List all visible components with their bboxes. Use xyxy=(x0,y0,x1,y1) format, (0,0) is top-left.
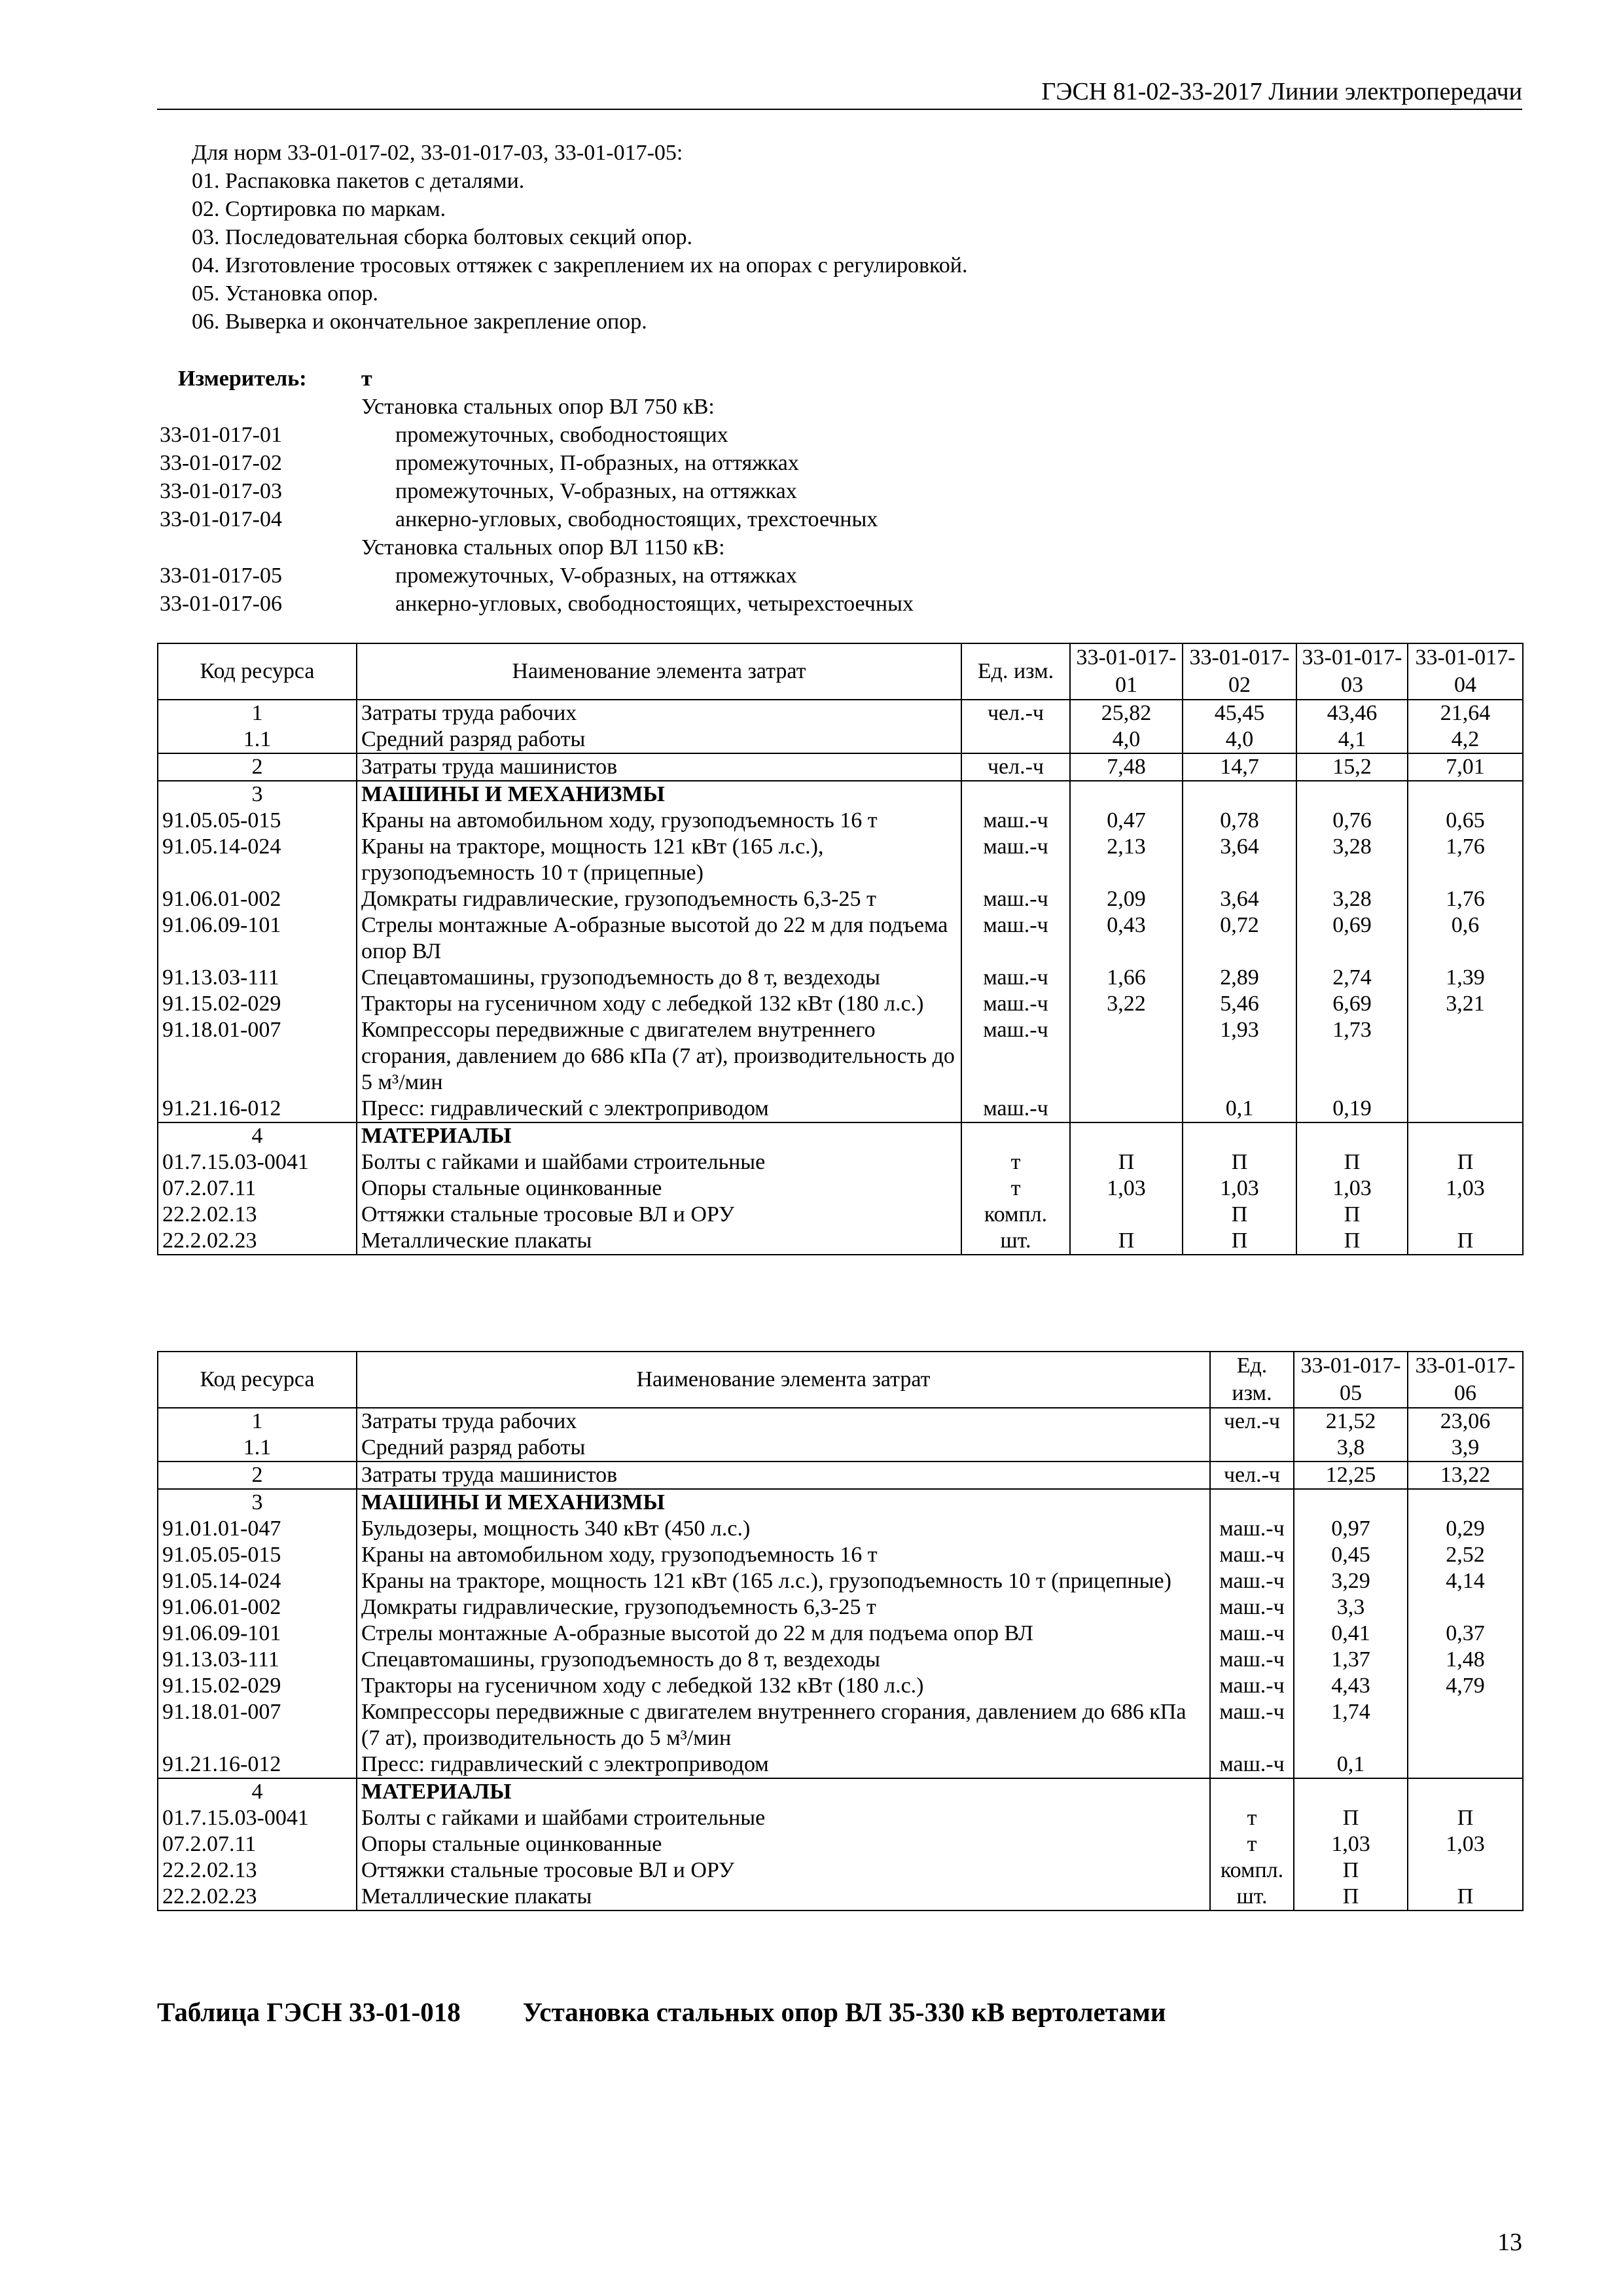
cell-resource-code: 91.05.14-024 xyxy=(158,1568,357,1594)
header-norm: 33-01-017-01 xyxy=(1070,643,1183,700)
cell-value: 4,2 xyxy=(1408,726,1523,753)
cell-resource-code: 07.2.07.11 xyxy=(158,1831,357,1857)
cell-value: 0,43 xyxy=(1070,912,1183,965)
cell-value: 0,72 xyxy=(1183,912,1296,965)
cell-value: 3,8 xyxy=(1294,1435,1408,1462)
cell-value xyxy=(1408,1778,1523,1805)
cell-value: 0,76 xyxy=(1296,808,1408,834)
cell-cost-element: Стрелы монтажные А-образные высотой до 22 м для подъема опор ВЛ xyxy=(357,1621,1210,1647)
cell-value xyxy=(1070,1202,1183,1228)
cell-value: 0,65 xyxy=(1408,808,1523,834)
cell-value: 4,1 xyxy=(1296,726,1408,753)
table-row xyxy=(158,1751,1523,1778)
cell-value xyxy=(1070,1017,1183,1096)
cell-unit: маш.-ч xyxy=(1210,1594,1294,1621)
next-table-caption xyxy=(157,1996,1166,2028)
cell-cost-element: Пресс: гидравлический с электроприводом xyxy=(357,1751,1210,1778)
operation-item: 03. Последовательная сборка болтовых секций опор. xyxy=(192,225,692,249)
cell-value: П xyxy=(1408,1228,1523,1255)
cell-value xyxy=(1183,781,1296,808)
cell-resource-code: 1.1 xyxy=(158,726,357,753)
cell-value: 1,03 xyxy=(1408,1831,1523,1857)
cell-value: П xyxy=(1183,1228,1296,1255)
cell-resource-code: 22.2.02.23 xyxy=(158,1884,357,1910)
cell-value: 1,37 xyxy=(1294,1647,1408,1673)
cell-unit: маш.-ч xyxy=(1210,1673,1294,1699)
cell-value: П xyxy=(1294,1884,1408,1910)
cell-unit: шт. xyxy=(961,1228,1070,1255)
cell-value: П xyxy=(1296,1149,1408,1175)
cell-unit: маш.-ч xyxy=(1210,1699,1294,1751)
table-row xyxy=(158,1462,1523,1489)
cell-cost-element: Затраты труда рабочих xyxy=(357,700,961,726)
cell-value: 21,52 xyxy=(1294,1408,1408,1435)
cell-value: 43,46 xyxy=(1296,700,1408,726)
cell-unit xyxy=(1210,1778,1294,1805)
cell-cost-element: Затраты труда машинистов xyxy=(357,753,961,781)
cell-value: 1,73 xyxy=(1296,1017,1408,1096)
cell-resource-code: 91.06.09-101 xyxy=(158,912,357,965)
cell-value: П xyxy=(1294,1857,1408,1884)
cell-resource-code: 22.2.02.23 xyxy=(158,1228,357,1255)
operation-item: 04. Изготовление тросовых оттяжек с закреплением их на опорах с регулировкой. xyxy=(192,253,968,278)
cell-value: 0,29 xyxy=(1408,1516,1523,1542)
cell-cost-element: Краны на тракторе, мощность 121 кВт (165 л.с.), грузоподъемность 10 т (прицепные) xyxy=(357,1568,1210,1594)
cell-value xyxy=(1183,1122,1296,1149)
table-row xyxy=(158,726,1523,753)
table-row xyxy=(158,1408,1523,1435)
cell-value xyxy=(1408,1857,1523,1884)
table-row xyxy=(158,1647,1523,1673)
cell-resource-code: 22.2.02.13 xyxy=(158,1857,357,1884)
cell-value: 4,0 xyxy=(1183,726,1296,753)
header-name: Наименование элемента затрат xyxy=(357,643,961,700)
cell-resource-code: 22.2.02.13 xyxy=(158,1202,357,1228)
cell-value: 3,28 xyxy=(1296,886,1408,912)
cell-resource-code: 1 xyxy=(158,1408,357,1435)
cell-resource-code: 01.7.15.03-0041 xyxy=(158,1149,357,1175)
header-norm: 33-01-017-05 xyxy=(1294,1352,1408,1408)
cell-cost-element: Краны на автомобильном ходу, грузоподъемность 16 т xyxy=(357,1542,1210,1568)
cell-unit xyxy=(1210,1435,1294,1462)
cell-resource-code: 2 xyxy=(158,1462,357,1489)
header-name: Наименование элемента затрат xyxy=(357,1352,1210,1408)
cell-value: 2,74 xyxy=(1296,965,1408,991)
cell-unit: маш.-ч xyxy=(1210,1751,1294,1778)
cell-resource-code: 4 xyxy=(158,1122,357,1149)
table-row xyxy=(158,1857,1523,1884)
norm-item: 33-01-017-05 промежуточных, V-образных, на оттяжках xyxy=(160,564,797,588)
cell-value xyxy=(1070,1122,1183,1149)
table-row xyxy=(158,700,1523,726)
table-row xyxy=(158,1122,1523,1149)
cell-value: 5,46 xyxy=(1183,991,1296,1017)
cell-value: 13,22 xyxy=(1408,1462,1523,1489)
cell-value xyxy=(1408,781,1523,808)
cell-cost-element: Стрелы монтажные А-образные высотой до 22 м для подъема опор ВЛ xyxy=(357,912,961,965)
cell-cost-element: Средний разряд работы xyxy=(357,1435,1210,1462)
table-row xyxy=(158,1542,1523,1568)
cell-unit: маш.-ч xyxy=(1210,1647,1294,1673)
table-row xyxy=(158,808,1523,834)
table-row xyxy=(158,1435,1523,1462)
norm-item: 33-01-017-03 промежуточных, V-образных, на оттяжках xyxy=(160,479,797,503)
cell-unit: т xyxy=(961,1149,1070,1175)
cell-unit: шт. xyxy=(1210,1884,1294,1910)
cell-unit: компл. xyxy=(1210,1857,1294,1884)
table-row xyxy=(158,912,1523,965)
cell-value: 0,47 xyxy=(1070,808,1183,834)
cell-cost-element: Спецавтомашины, грузоподъемность до 8 т, вездеходы xyxy=(357,965,961,991)
header-norm: 33-01-017-02 xyxy=(1183,643,1296,700)
table-row xyxy=(158,965,1523,991)
table-row xyxy=(158,886,1523,912)
cell-value: 1,93 xyxy=(1183,1017,1296,1096)
cell-resource-code: 91.13.03-111 xyxy=(158,965,357,991)
page-number: 13 xyxy=(1497,2229,1522,2256)
table-row xyxy=(158,1778,1523,1805)
norm-item: 33-01-017-06 анкерно-угловых, свободностоящих, четырехстоечных xyxy=(160,592,914,616)
cell-cost-element: Оттяжки стальные тросовые ВЛ и ОРУ xyxy=(357,1857,1210,1884)
cell-value: 0,1 xyxy=(1183,1096,1296,1122)
resource-table-2 xyxy=(157,1351,1524,1911)
cell-value: 3,64 xyxy=(1183,834,1296,886)
cell-cost-element: Болты с гайками и шайбами строительные xyxy=(357,1149,961,1175)
cell-cost-element: Опоры стальные оцинкованные xyxy=(357,1175,961,1202)
header-norm: 33-01-017-04 xyxy=(1408,643,1523,700)
cell-resource-code: 91.21.16-012 xyxy=(158,1096,357,1122)
cell-value xyxy=(1408,1122,1523,1149)
cell-unit xyxy=(1210,1489,1294,1516)
norm-group-heading: Установка стальных опор ВЛ 1150 кВ: xyxy=(361,535,725,560)
cell-unit: т xyxy=(1210,1831,1294,1857)
table-row xyxy=(158,1831,1523,1857)
cell-value xyxy=(1294,1489,1408,1516)
cell-value xyxy=(1408,1594,1523,1621)
cell-unit: маш.-ч xyxy=(1210,1568,1294,1594)
operation-item: 05. Установка опор. xyxy=(192,281,378,306)
cell-value: 3,21 xyxy=(1408,991,1523,1017)
cell-value: П xyxy=(1070,1228,1183,1255)
cell-resource-code: 1 xyxy=(158,700,357,726)
cell-value: 0,37 xyxy=(1408,1621,1523,1647)
cell-resource-code: 1.1 xyxy=(158,1435,357,1462)
cell-cost-element: Компрессоры передвижные с двигателем внутреннего сгорания, давлением до 686 кПа (7 ат), производительность до 5 м³/мин xyxy=(357,1699,1210,1751)
measure-label: Измеритель: xyxy=(178,367,307,391)
cell-unit xyxy=(961,726,1070,753)
cell-value xyxy=(1408,1017,1523,1096)
cell-value: 1,76 xyxy=(1408,886,1523,912)
cell-unit: маш.-ч xyxy=(961,991,1070,1017)
cell-value: 2,52 xyxy=(1408,1542,1523,1568)
caption-label: Таблица ГЭСН 33-01-018 xyxy=(157,1997,461,2027)
cell-value: 0,6 xyxy=(1408,912,1523,965)
document-header-title: ГЭСН 81-02-33-2017 Линии электропередачи xyxy=(1041,78,1522,105)
header-rule xyxy=(157,109,1522,110)
table-row xyxy=(158,1489,1523,1516)
cell-resource-code: 91.01.01-047 xyxy=(158,1516,357,1542)
cell-value xyxy=(1408,1202,1523,1228)
cell-unit: маш.-ч xyxy=(1210,1621,1294,1647)
cell-resource-code: 91.06.01-002 xyxy=(158,1594,357,1621)
cell-value: 3,64 xyxy=(1183,886,1296,912)
cell-value: 1,76 xyxy=(1408,834,1523,886)
cell-cost-element: Тракторы на гусеничном ходу с лебедкой 132 кВт (180 л.с.) xyxy=(357,1673,1210,1699)
cell-value xyxy=(1296,781,1408,808)
table-row xyxy=(158,781,1523,808)
header-norm: 33-01-017-06 xyxy=(1408,1352,1523,1408)
norm-item: 33-01-017-02 промежуточных, П-образных, на оттяжках xyxy=(160,451,799,475)
cell-cost-element: Болты с гайками и шайбами строительные xyxy=(357,1805,1210,1831)
cell-value: П xyxy=(1183,1149,1296,1175)
header-code: Код ресурса xyxy=(158,1352,357,1408)
table-row xyxy=(158,1884,1523,1910)
cell-resource-code: 91.06.01-002 xyxy=(158,886,357,912)
cell-unit: чел.-ч xyxy=(1210,1462,1294,1489)
cell-value xyxy=(1294,1778,1408,1805)
cell-value: П xyxy=(1296,1202,1408,1228)
cell-value: П xyxy=(1408,1149,1523,1175)
cell-unit: т xyxy=(961,1175,1070,1202)
cell-value: 2,13 xyxy=(1070,834,1183,886)
cell-value: 2,89 xyxy=(1183,965,1296,991)
cell-value: 3,28 xyxy=(1296,834,1408,886)
cell-value: 0,1 xyxy=(1294,1751,1408,1778)
cell-value: 1,48 xyxy=(1408,1647,1523,1673)
cell-resource-code: 4 xyxy=(158,1778,357,1805)
cell-value: 21,64 xyxy=(1408,700,1523,726)
cell-value: 12,25 xyxy=(1294,1462,1408,1489)
cell-cost-element: Краны на тракторе, мощность 121 кВт (165 л.с.), грузоподъемность 10 т (прицепные) xyxy=(357,834,961,886)
table-row xyxy=(158,1673,1523,1699)
operation-item: 02. Сортировка по маркам. xyxy=(192,197,446,221)
table-row xyxy=(158,1228,1523,1255)
cell-unit: маш.-ч xyxy=(961,886,1070,912)
cell-cost-element: Компрессоры передвижные с двигателем внутреннего сгорания, давлением до 686 кПа (7 ат), производительность до 5 м³/мин xyxy=(357,1017,961,1096)
cell-value: 3,29 xyxy=(1294,1568,1408,1594)
operations-intro: Для норм 33-01-017-02, 33-01-017-03, 33-01-017-05: xyxy=(192,141,683,165)
table-row xyxy=(158,1699,1523,1751)
cell-value: 3,9 xyxy=(1408,1435,1523,1462)
cell-value: 4,0 xyxy=(1070,726,1183,753)
cell-unit: маш.-ч xyxy=(961,808,1070,834)
cell-value: П xyxy=(1294,1805,1408,1831)
cell-value xyxy=(1408,1096,1523,1122)
cell-value: 3,3 xyxy=(1294,1594,1408,1621)
operation-item: 06. Выверка и окончательное закрепление опор. xyxy=(192,310,647,334)
cell-value: 0,41 xyxy=(1294,1621,1408,1647)
cell-cost-element: Оттяжки стальные тросовые ВЛ и ОРУ xyxy=(357,1202,961,1228)
cell-value: 14,7 xyxy=(1183,753,1296,781)
table-row xyxy=(158,1096,1523,1122)
cell-value xyxy=(1070,1096,1183,1122)
cell-resource-code: 91.05.05-015 xyxy=(158,808,357,834)
cell-value: 4,43 xyxy=(1294,1673,1408,1699)
cell-value: П xyxy=(1183,1202,1296,1228)
cell-value: 25,82 xyxy=(1070,700,1183,726)
cell-unit: чел.-ч xyxy=(961,753,1070,781)
table-row xyxy=(158,1149,1523,1175)
cell-unit: чел.-ч xyxy=(1210,1408,1294,1435)
cell-cost-element: Затраты труда рабочих xyxy=(357,1408,1210,1435)
cell-resource-code: 91.13.03-111 xyxy=(158,1647,357,1673)
cell-value: 23,06 xyxy=(1408,1408,1523,1435)
table-row xyxy=(158,753,1523,781)
header-unit: Ед. изм. xyxy=(961,643,1070,700)
table-row xyxy=(158,1621,1523,1647)
cell-value xyxy=(1408,1751,1523,1778)
cell-cost-element: Краны на автомобильном ходу, грузоподъемность 16 т xyxy=(357,808,961,834)
cell-resource-code: 91.15.02-029 xyxy=(158,1673,357,1699)
cell-cost-element: Спецавтомашины, грузоподъемность до 8 т, вездеходы xyxy=(357,1647,1210,1673)
table-row xyxy=(158,1516,1523,1542)
cell-value: 0,69 xyxy=(1296,912,1408,965)
cell-resource-code: 91.21.16-012 xyxy=(158,1751,357,1778)
cell-value: 1,03 xyxy=(1408,1175,1523,1202)
cell-resource-code: 91.05.05-015 xyxy=(158,1542,357,1568)
cell-cost-element: Затраты труда машинистов xyxy=(357,1462,1210,1489)
cell-cost-element: Средний разряд работы xyxy=(357,726,961,753)
cell-resource-code: 2 xyxy=(158,753,357,781)
cell-resource-code: 91.18.01-007 xyxy=(158,1017,357,1096)
cell-value xyxy=(1070,781,1183,808)
cell-value: 1,39 xyxy=(1408,965,1523,991)
resource-table-1 xyxy=(157,643,1524,1255)
cell-cost-element: Металлические плакаты xyxy=(357,1228,961,1255)
cell-value: 1,74 xyxy=(1294,1699,1408,1751)
caption-title: Установка стальных опор ВЛ 35-330 кВ вертолетами xyxy=(522,1997,1166,2027)
cell-value: П xyxy=(1070,1149,1183,1175)
cell-unit xyxy=(961,781,1070,808)
header-norm: 33-01-017-03 xyxy=(1296,643,1408,700)
table-header-row xyxy=(158,643,1523,700)
cell-resource-code: 91.05.14-024 xyxy=(158,834,357,886)
cell-cost-element: Бульдозеры, мощность 340 кВт (450 л.с.) xyxy=(357,1516,1210,1542)
cell-unit: компл. xyxy=(961,1202,1070,1228)
header-unit: Ед. изм. xyxy=(1210,1352,1294,1408)
cell-unit: маш.-ч xyxy=(961,965,1070,991)
cell-value: 2,09 xyxy=(1070,886,1183,912)
cell-resource-code: 91.06.09-101 xyxy=(158,1621,357,1647)
cell-value: 0,78 xyxy=(1183,808,1296,834)
cell-value xyxy=(1296,1122,1408,1149)
cell-value: 1,03 xyxy=(1070,1175,1183,1202)
cell-unit: маш.-ч xyxy=(961,912,1070,965)
cell-value: 0,19 xyxy=(1296,1096,1408,1122)
cell-value: 0,97 xyxy=(1294,1516,1408,1542)
cell-cost-element: МАШИНЫ И МЕХАНИЗМЫ xyxy=(357,781,961,808)
table-row xyxy=(158,1202,1523,1228)
measure-unit: т xyxy=(361,367,372,391)
cell-cost-element: МАШИНЫ И МЕХАНИЗМЫ xyxy=(357,1489,1210,1516)
norm-group-heading: Установка стальных опор ВЛ 750 кВ: xyxy=(361,395,715,419)
cell-unit: т xyxy=(1210,1805,1294,1831)
cell-value: 15,2 xyxy=(1296,753,1408,781)
cell-value: 6,69 xyxy=(1296,991,1408,1017)
cell-value: 4,14 xyxy=(1408,1568,1523,1594)
cell-unit: маш.-ч xyxy=(961,1017,1070,1096)
cell-value: 45,45 xyxy=(1183,700,1296,726)
cell-value: 1,03 xyxy=(1183,1175,1296,1202)
cell-resource-code: 01.7.15.03-0041 xyxy=(158,1805,357,1831)
cell-unit: чел.-ч xyxy=(961,700,1070,726)
table-row xyxy=(158,1594,1523,1621)
table-row xyxy=(158,1017,1523,1096)
cell-value: 1,66 xyxy=(1070,965,1183,991)
cell-cost-element: МАТЕРИАЛЫ xyxy=(357,1778,1210,1805)
cell-resource-code: 91.18.01-007 xyxy=(158,1699,357,1751)
cell-value: 7,01 xyxy=(1408,753,1523,781)
header-code: Код ресурса xyxy=(158,643,357,700)
cell-resource-code: 91.15.02-029 xyxy=(158,991,357,1017)
operation-item: 01. Распаковка пакетов с деталями. xyxy=(192,169,525,193)
cell-value: П xyxy=(1296,1228,1408,1255)
cell-unit: маш.-ч xyxy=(1210,1542,1294,1568)
operations-list xyxy=(192,139,967,336)
cell-cost-element: МАТЕРИАЛЫ xyxy=(357,1122,961,1149)
cell-value xyxy=(1408,1489,1523,1516)
table-row xyxy=(158,991,1523,1017)
cell-value: П xyxy=(1408,1805,1523,1831)
cell-value: 0,45 xyxy=(1294,1542,1408,1568)
cell-unit xyxy=(961,1122,1070,1149)
cell-cost-element: Домкраты гидравлические, грузоподъемность 6,3-25 т xyxy=(357,886,961,912)
cell-cost-element: Опоры стальные оцинкованные xyxy=(357,1831,1210,1857)
norm-item: 33-01-017-04 анкерно-угловых, свободностоящих, трехстоечных xyxy=(160,507,878,531)
cell-value: 1,03 xyxy=(1296,1175,1408,1202)
table-row xyxy=(158,1175,1523,1202)
table-row xyxy=(158,1568,1523,1594)
cell-value: 4,79 xyxy=(1408,1673,1523,1699)
cell-value xyxy=(1408,1699,1523,1751)
cell-unit: маш.-ч xyxy=(1210,1516,1294,1542)
cell-unit: маш.-ч xyxy=(961,1096,1070,1122)
cell-value: 7,48 xyxy=(1070,753,1183,781)
table-header-row xyxy=(158,1352,1523,1408)
cell-resource-code: 3 xyxy=(158,781,357,808)
cell-cost-element: Домкраты гидравлические, грузоподъемность 6,3-25 т xyxy=(357,1594,1210,1621)
cell-cost-element: Тракторы на гусеничном ходу с лебедкой 132 кВт (180 л.с.) xyxy=(357,991,961,1017)
cell-resource-code: 07.2.07.11 xyxy=(158,1175,357,1202)
norm-item: 33-01-017-01 промежуточных, свободностоящих xyxy=(160,423,728,447)
table-row xyxy=(158,834,1523,886)
cell-cost-element: Металлические плакаты xyxy=(357,1884,1210,1910)
cell-unit: маш.-ч xyxy=(961,834,1070,886)
cell-value: 1,03 xyxy=(1294,1831,1408,1857)
cell-resource-code: 3 xyxy=(158,1489,357,1516)
table-row xyxy=(158,1805,1523,1831)
cell-value: 3,22 xyxy=(1070,991,1183,1017)
cell-value: П xyxy=(1408,1884,1523,1910)
norms-list xyxy=(160,393,914,618)
cell-cost-element: Пресс: гидравлический с электроприводом xyxy=(357,1096,961,1122)
